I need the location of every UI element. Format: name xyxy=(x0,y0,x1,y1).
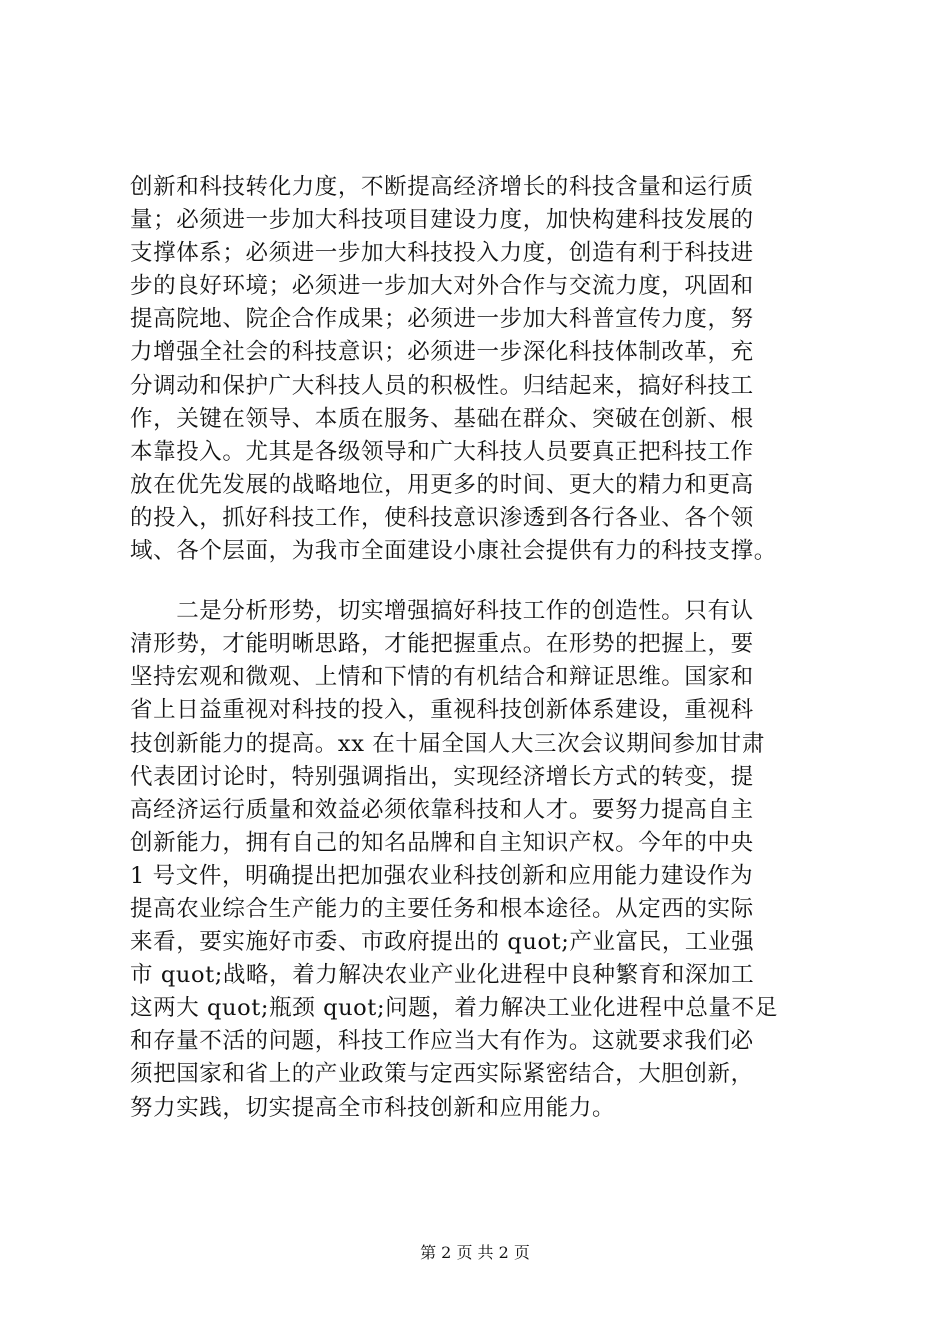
text-line: 来看，要实施好市委、市政府提出的 quot;产业富民，工业强 xyxy=(130,929,755,956)
text-line: 创新和科技转化力度，不断提高经济增长的科技含量和运行质 xyxy=(130,174,754,200)
text-line: 市 quot;战略，着力解决农业产业化进程中良种繁育和深加工 xyxy=(130,962,755,989)
text-line: 创新能力，拥有自己的知名品牌和自主知识产权。今年的中央 xyxy=(130,829,754,856)
text-line: 的投入，抓好科技工作，使科技意识渗透到各行各业、各个领 xyxy=(130,504,754,531)
text-line: 放在优先发展的战略地位，用更多的时间、更大的精力和更高 xyxy=(130,471,754,498)
text-line: 清形势，才能明晰思路，才能把握重点。在形势的把握上，要 xyxy=(130,631,754,658)
text-line: 作，关键在领导、本质在服务、基础在群众、突破在创新、根 xyxy=(130,405,754,432)
text-line: 努力实践，切实提高全市科技创新和应用能力。 xyxy=(130,1094,616,1121)
paragraph-1 xyxy=(130,171,850,568)
text-line: 这两大 quot;瓶颈 quot;问题，着力解决工业化进程中总量不足 xyxy=(130,995,778,1022)
paragraph-spacer xyxy=(130,568,850,595)
text-line: 本靠投入。尤其是各级领导和广大科技人员要真正把科技工作 xyxy=(130,438,754,465)
text-line: 省上日益重视对科技的投入，重视科技创新体系建设，重视科 xyxy=(130,697,754,724)
text-line: 提高院地、院企合作成果；必须进一步加大科普宣传力度，努 xyxy=(130,306,754,333)
page-number-footer: 第 2 页 共 2 页 xyxy=(420,1243,530,1262)
text-line: 须把国家和省上的产业政策与定西实际紧密结合，大胆创新， xyxy=(130,1061,754,1088)
text-line: 域、各个层面，为我市全面建设小康社会提供有力的科技支撑。 xyxy=(130,538,777,565)
text-line: 分调动和保护广大科技人员的积极性。归结起来，搞好科技工 xyxy=(130,372,754,399)
text-line: 量；必须进一步加大科技项目建设力度，加快构建科技发展的 xyxy=(130,207,754,234)
text-line: 二是分析形势，切实增强搞好科技工作的创造性。只有认 xyxy=(130,598,754,625)
text-line: 支撑体系；必须进一步加大科技投入力度，创造有利于科技进 xyxy=(130,240,754,267)
text-line: 技创新能力的提高。xx 在十届全国人大三次会议期间参加甘肃 xyxy=(130,730,765,757)
text-line: 力增强全社会的科技意识；必须进一步深化科技体制改革，充 xyxy=(130,339,754,366)
text-line: 1 号文件，明确提出把加强农业科技创新和应用能力建设作为 xyxy=(130,862,754,889)
text-line: 提高农业综合生产能力的主要任务和根本途径。从定西的实际 xyxy=(130,895,754,922)
text-line: 和存量不活的问题，科技工作应当大有作为。这就要求我们必 xyxy=(130,1028,754,1055)
paragraph-2 xyxy=(130,595,850,1125)
text-line: 步的良好环境；必须进一步加大对外合作与交流力度，巩固和 xyxy=(130,273,754,300)
document-body xyxy=(130,171,850,1125)
text-line: 代表团讨论时，特别强调指出，实现经济增长方式的转变，提 xyxy=(130,763,754,790)
text-line: 高经济运行质量和效益必须依靠科技和人才。要努力提高自主 xyxy=(130,796,754,823)
text-line: 坚持宏观和微观、上情和下情的有机结合和辩证思维。国家和 xyxy=(130,664,754,691)
